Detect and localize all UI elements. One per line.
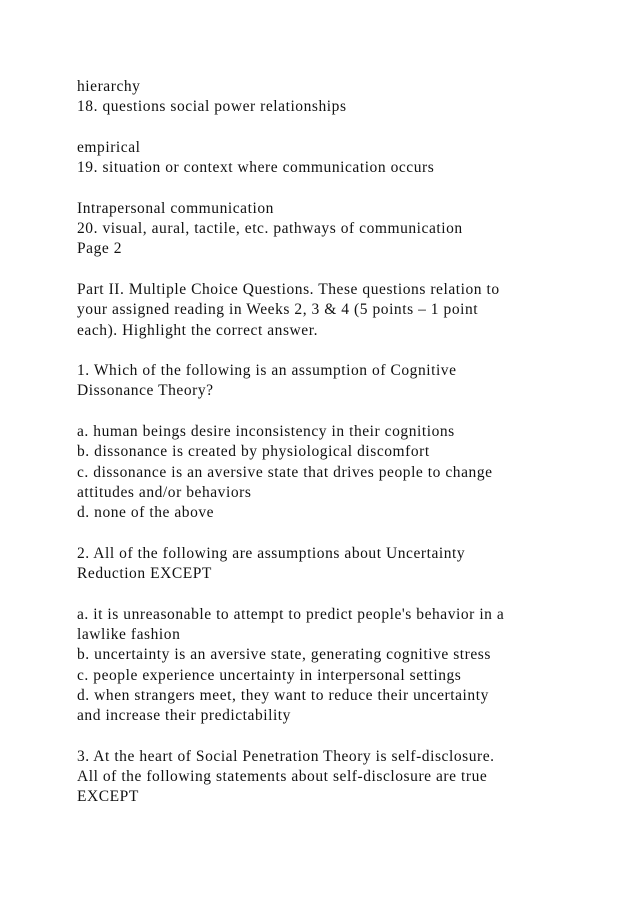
question-2-option-a: a. it is unreasonable to attempt to predict people's behavior in a <box>77 605 505 623</box>
blank-line <box>77 118 577 138</box>
question-2-text: Reduction EXCEPT <box>77 565 212 583</box>
text-line: Intrapersonal communication <box>77 199 274 217</box>
text-line: 18. questions social power relationships <box>77 98 347 116</box>
question-2-option-d: and increase their predictability <box>77 707 291 725</box>
question-1-text: Dissonance Theory? <box>77 382 214 400</box>
question-2-option-c: c. people experience uncertainty in interpersonal settings <box>77 666 462 684</box>
blank-line <box>77 178 577 198</box>
text-line: empirical <box>77 138 141 156</box>
question-3-text: EXCEPT <box>77 788 139 806</box>
page-marker: Page 2 <box>77 240 123 258</box>
section-heading-line: each). Highlight the correct answer. <box>77 321 319 339</box>
text-line: hierarchy <box>77 78 141 95</box>
question-1-text: 1. Which of the following is an assumption of Cognitive <box>77 362 457 380</box>
section-heading-line: your assigned reading in Weeks 2, 3 & 4 (5 points – 1 point <box>77 301 479 319</box>
question-1-option-d: d. none of the above <box>77 504 215 522</box>
document-body <box>77 77 577 808</box>
question-2-text: 2. All of the following are assumptions about Uncertainty <box>77 544 466 562</box>
question-1-option-b: b. dissonance is created by physiological discomfort <box>77 443 430 461</box>
blank-line <box>77 584 577 604</box>
question-1-option-a: a. human beings desire inconsistency in their cognitions <box>77 423 455 441</box>
question-3-text: 3. At the heart of Social Penetration Theory is self-disclosure. <box>77 747 495 765</box>
question-2-option-b: b. uncertainty is an aversive state, generating cognitive stress <box>77 646 491 664</box>
text-line: 20. visual, aural, tactile, etc. pathways of communication <box>77 220 463 238</box>
question-1-option-c: c. dissonance is an aversive state that drives people to change <box>77 463 493 481</box>
question-2-option-a: lawlike fashion <box>77 626 181 644</box>
text-line: 19. situation or context where communication occurs <box>77 159 435 177</box>
blank-line <box>77 524 577 544</box>
question-3-text: All of the following statements about self-disclosure are true <box>77 768 488 786</box>
question-2-option-d: d. when strangers meet, they want to reduce their uncertainty <box>77 686 489 704</box>
blank-line <box>77 341 577 361</box>
question-1-option-c: attitudes and/or behaviors <box>77 483 252 501</box>
blank-line <box>77 727 577 747</box>
blank-line <box>77 260 577 280</box>
blank-line <box>77 402 577 422</box>
section-heading-line: Part II. Multiple Choice Questions. These questions relation to <box>77 280 500 298</box>
